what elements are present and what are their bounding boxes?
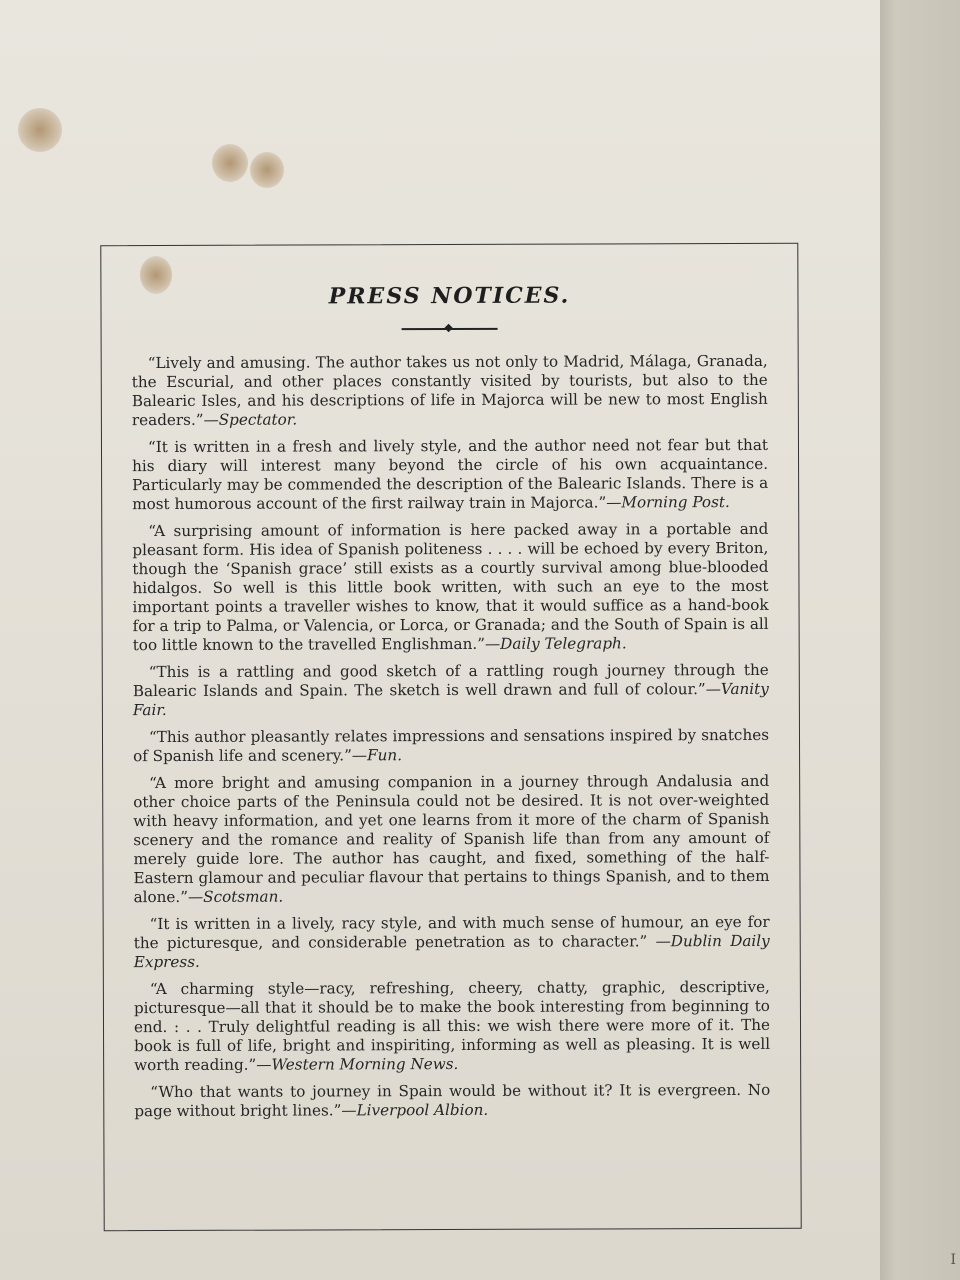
press-notice — [133, 726, 769, 766]
stain-spot — [18, 108, 62, 152]
notice-source: Morning Post. — [621, 493, 730, 512]
notices-list — [132, 352, 771, 1129]
notice-source: Fun. — [367, 746, 403, 765]
notice-source: Western Morning News. — [271, 1054, 459, 1074]
notice-text: “A more bright and amusing companion in a journey through Andalusia and other choice parts of the Peninsula could not be desired. It is not over-weighted with heavy information, and yet one learns from it more of the charm of Spanish scenery and the romance and reality of Spanish life than from any amount of merely guide lore. The author has caught, and fixed, something of the half-Eastern glamour and peculiar flavour that pertains to things Spanish, and to them alone.”— — [133, 771, 770, 907]
notice-text: “This is a rattling and good sketch of a rattling rough journey through the Balearic Islands and Spain. The sketch is well drawn and full of colour.”— — [132, 660, 769, 701]
press-notice — [132, 520, 768, 655]
notice-source: Scotsman. — [203, 887, 284, 906]
notice-source: Daily Telegraph. — [500, 634, 627, 653]
page-title: PRESS NOTICES. — [328, 282, 571, 310]
notice-text: “A surprising amount of information is here packed away in a portable and pleasant form. His idea of Spanish politeness . . . . will be echoed by every Briton, though the ‘Spanish grace’ still exists as a courtly survival among blue-blooded hidalgos. So well is this little book written, with such an eye to the most important points a traveller wishes to know, that it would suffice as a hand-book for a trip to Palma, or Valencia, or Lorca, or Granada; and the South of Spain is all too little known to the travelled Englishman.”— — [132, 519, 769, 655]
notice-text: “This author pleasantly relates impressions and sensations inspired by snatches of Spanish life and scenery.”— — [133, 725, 770, 766]
notice-source: Liverpool Albion. — [356, 1100, 489, 1120]
press-notice — [134, 978, 770, 1075]
press-notice — [133, 772, 769, 907]
notice-source: Vanity Fair. — [132, 679, 769, 720]
press-notices-frame — [100, 243, 801, 1231]
stain-spot — [212, 144, 248, 182]
press-notice — [132, 352, 768, 430]
title-ornament — [402, 325, 498, 333]
press-notice — [132, 436, 768, 514]
press-notice — [134, 1081, 770, 1121]
notice-text: “It is written in a fresh and lively style, and the author need not fear but that his diary will interest many beyond the circle of his own acquaintance. Particularly may be commended the description of the Balearic Islands. There is a most humorous account of the first railway train in Majorca.”— — [132, 435, 769, 514]
press-notice — [133, 661, 769, 720]
notice-text: “It is written in a lively, racy style, and with much sense of humour, an eye for the picturesque, and considerable penetration as to character.” — — [133, 912, 770, 953]
notice-text: “Lively and amusing. The author takes us not only to Madrid, Málaga, Granada, the Escurial, and other places constantly visited by tourists, but also to the Balearic Isles, and his descriptions of life in Majorca will be new to most English readers.”— — [131, 351, 768, 430]
notice-source: Spectator. — [218, 410, 298, 429]
notice-text: “A charming style—racy, refreshing, cheery, chatty, graphic, descriptive, picturesque—all that it should be to make the book interesting from beginning to end. : . . Truly delightful reading is all this: we wish there were more of it. The book is full of life, bright and inspiriting, informing as well as pleasing. It is well worth reading.”— — [133, 977, 771, 1075]
edge-letter: I — [950, 1252, 956, 1268]
press-notice — [134, 913, 770, 972]
notice-text: “Who that wants to journey in Spain would be without it? It is evergreen. No page without bright lines.”— — [134, 1080, 771, 1121]
stain-spot — [250, 152, 284, 188]
notice-source: Dublin Daily Express. — [133, 931, 770, 972]
adjacent-page-edge — [880, 0, 960, 1280]
